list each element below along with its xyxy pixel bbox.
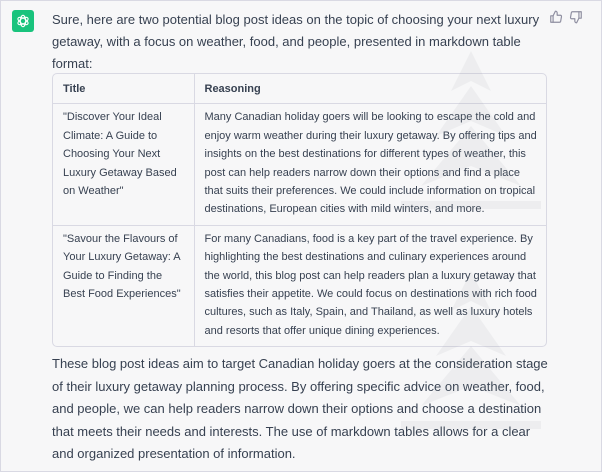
table-row — [53, 104, 546, 225]
table-header-row — [53, 74, 546, 104]
column-header-reasoning: Reasoning — [194, 74, 546, 104]
thumbs-down-button[interactable] — [569, 10, 583, 24]
thumbs-down-icon — [569, 10, 583, 24]
table-row — [53, 225, 546, 346]
message-outro: These blog post ideas aim to target Canadian holiday goers at the consideration stage of their luxury getaway planning process. By offering specific advice on weather, food, and people, we can help readers narrow down their options and choose a destination that meets their needs and interests. The use of markdown tables allows for a clear and organized presentation of information. — [52, 356, 548, 461]
table-cell-title: "Savour the Flavours of Your Luxury Getaway: A Guide to Finding the Best Food Experiences" — [53, 225, 194, 346]
ideas-table — [52, 73, 547, 347]
column-header-title: Title — [53, 74, 194, 104]
message-intro: Sure, here are two potential blog post ideas on the topic of choosing your next luxury getaway, with a focus on weather, food, and people, presented in markdown table format: — [52, 12, 540, 71]
table-cell-reasoning: Many Canadian holiday goers will be looking to escape the cold and enjoy warm weather during their luxury getaway. By offering tips and insights on the best destinations for different types of weather, this post can help readers narrow down their options and find a place that suits their preferences. We could include information on tropical destinations, European cities with mild winters, and more. — [194, 104, 546, 225]
assistant-avatar — [12, 10, 34, 32]
table-cell-reasoning: For many Canadians, food is a key part of the travel experience. By highlighting the best destinations and culinary experiences around the world, this blog post can help readers plan a luxury getaway that satisfies their appetite. We could focus on destinations with rich food cultures, such as Italy, Spain, and Thailand, as well as luxury hotels and resorts that offer unique dining experiences. — [204, 232, 537, 337]
openai-logo-icon — [15, 13, 31, 29]
table-cell-title: "Discover Your Ideal Climate: A Guide to Choosing Your Next Luxury Getaway Based on Weather" — [53, 104, 194, 225]
